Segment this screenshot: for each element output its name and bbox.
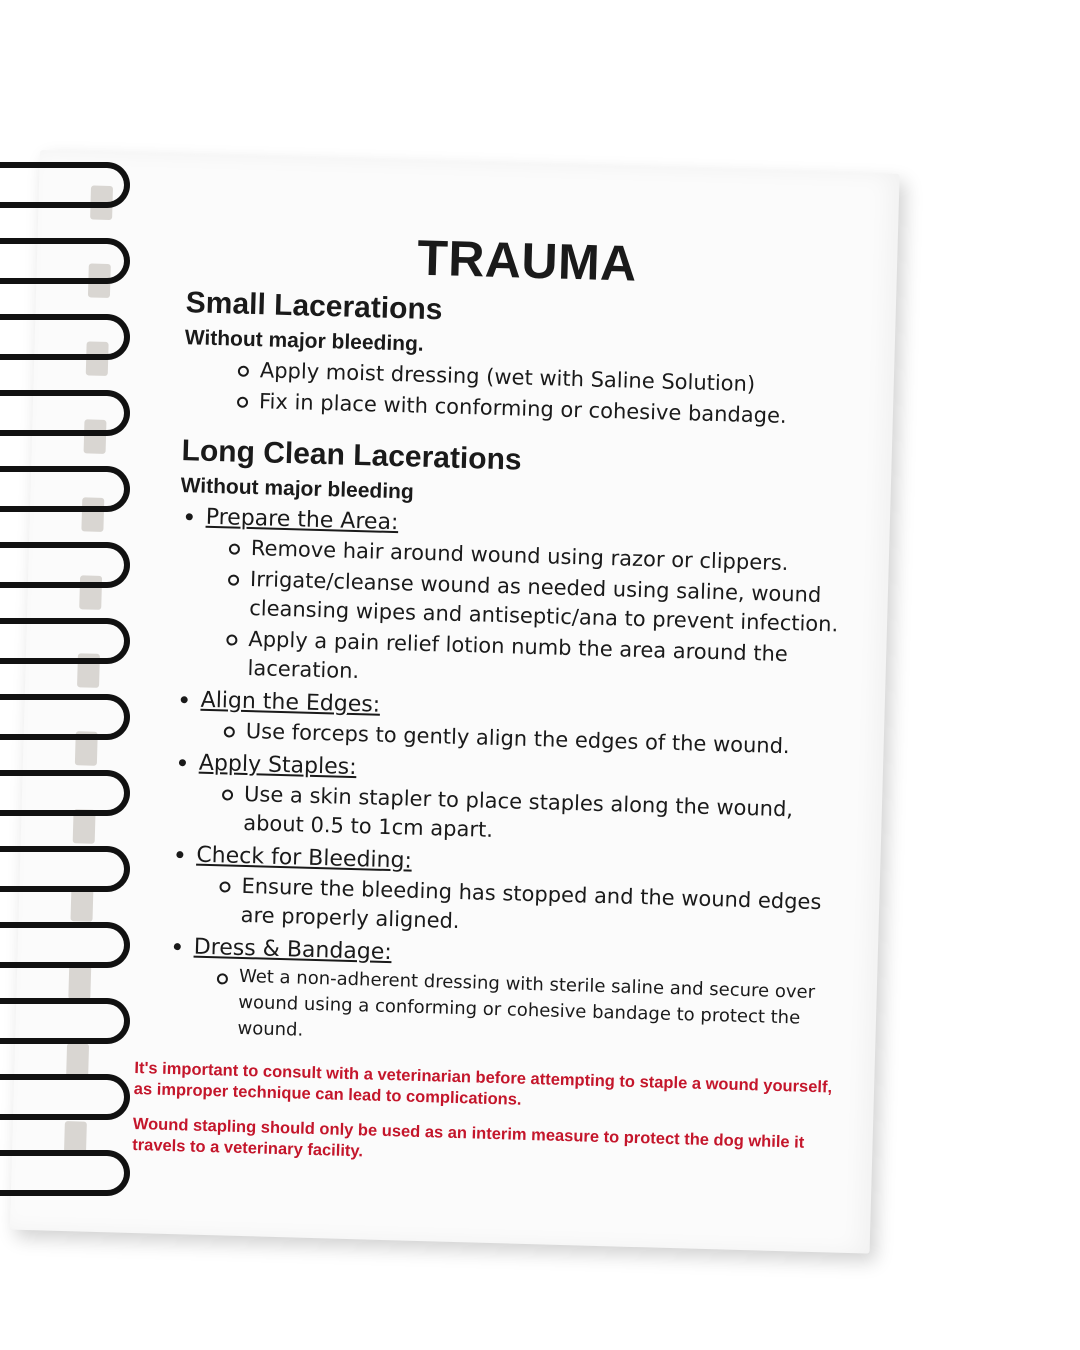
section-subheading: Without major bleeding	[180, 474, 415, 504]
section-heading: Long Clean Lacerations	[181, 434, 523, 477]
list-item: Use forceps to gently align the edges of the wound.	[217, 716, 854, 763]
list-item: Use a skin stapler to place staples along the wound, about 0.5 to 1cm apart.	[215, 779, 852, 855]
binding-ring	[0, 998, 130, 1044]
binding-ring	[0, 1074, 130, 1120]
warning-note: It's important to consult with a veterinarian before attempting to staple a wound yourself, as improper technique can lead to complications.	[133, 1058, 833, 1109]
step-label: Apply Staples:	[198, 750, 357, 781]
step-label: Dress & Bandage:	[193, 934, 393, 966]
binding-ring	[0, 694, 130, 740]
spiral-binding	[0, 150, 160, 1230]
binding-ring	[0, 846, 130, 892]
step-label: Check for Bleeding:	[196, 842, 413, 874]
binding-ring	[0, 542, 130, 588]
section-long-clean-lacerations	[165, 434, 862, 1059]
list-item: Remove hair around wound using razor or clippers.	[223, 533, 860, 580]
binding-ring	[0, 162, 130, 208]
warning-note: Wound stapling should only be used as an interim measure to protect the dog while it travels to a veterinary facility.	[132, 1114, 805, 1161]
binding-ring	[0, 466, 130, 512]
section-subheading: Without major bleeding.	[184, 326, 425, 356]
step-item	[175, 502, 860, 700]
step-sublist	[209, 963, 847, 1059]
step-item	[168, 840, 850, 947]
binding-ring	[0, 922, 130, 968]
list-item: Wet a non-adherent dressing with sterile saline and secure over wound using a conforming or cohesive bandage to protect the wound.	[209, 963, 847, 1059]
step-label: Prepare the Area:	[205, 504, 399, 536]
page-content	[165, 214, 868, 1061]
instruction-list	[231, 355, 864, 433]
binding-ring	[0, 390, 130, 436]
list-item: Apply moist dressing (wet with Saline Solution)	[232, 355, 865, 402]
step-list	[165, 502, 860, 1059]
binding-ring	[0, 618, 130, 664]
step-label: Align the Edges:	[200, 687, 381, 718]
binding-ring	[0, 770, 130, 816]
step-item	[165, 932, 848, 1059]
step-item	[171, 748, 853, 855]
section-small-lacerations	[183, 286, 866, 433]
list-item: Ensure the bleeding has stopped and the wound edges are properly aligned.	[212, 871, 849, 947]
page-title: TRAUMA	[416, 229, 638, 292]
binding-ring	[0, 314, 130, 360]
binding-ring	[0, 238, 130, 284]
binding-ring	[0, 1150, 130, 1196]
list-item: Fix in place with conforming or cohesive bandage.	[231, 386, 864, 433]
warning-notes	[132, 1058, 844, 1176]
list-item: Irrigate/cleanse wound as needed using saline, wound cleansing wipes and antiseptic/ana to prevent infection.	[221, 564, 858, 640]
list-item: Apply a pain relief lotion numb the area around the laceration.	[219, 624, 856, 700]
section-heading: Small Lacerations	[185, 286, 443, 327]
step-sublist	[219, 533, 859, 700]
